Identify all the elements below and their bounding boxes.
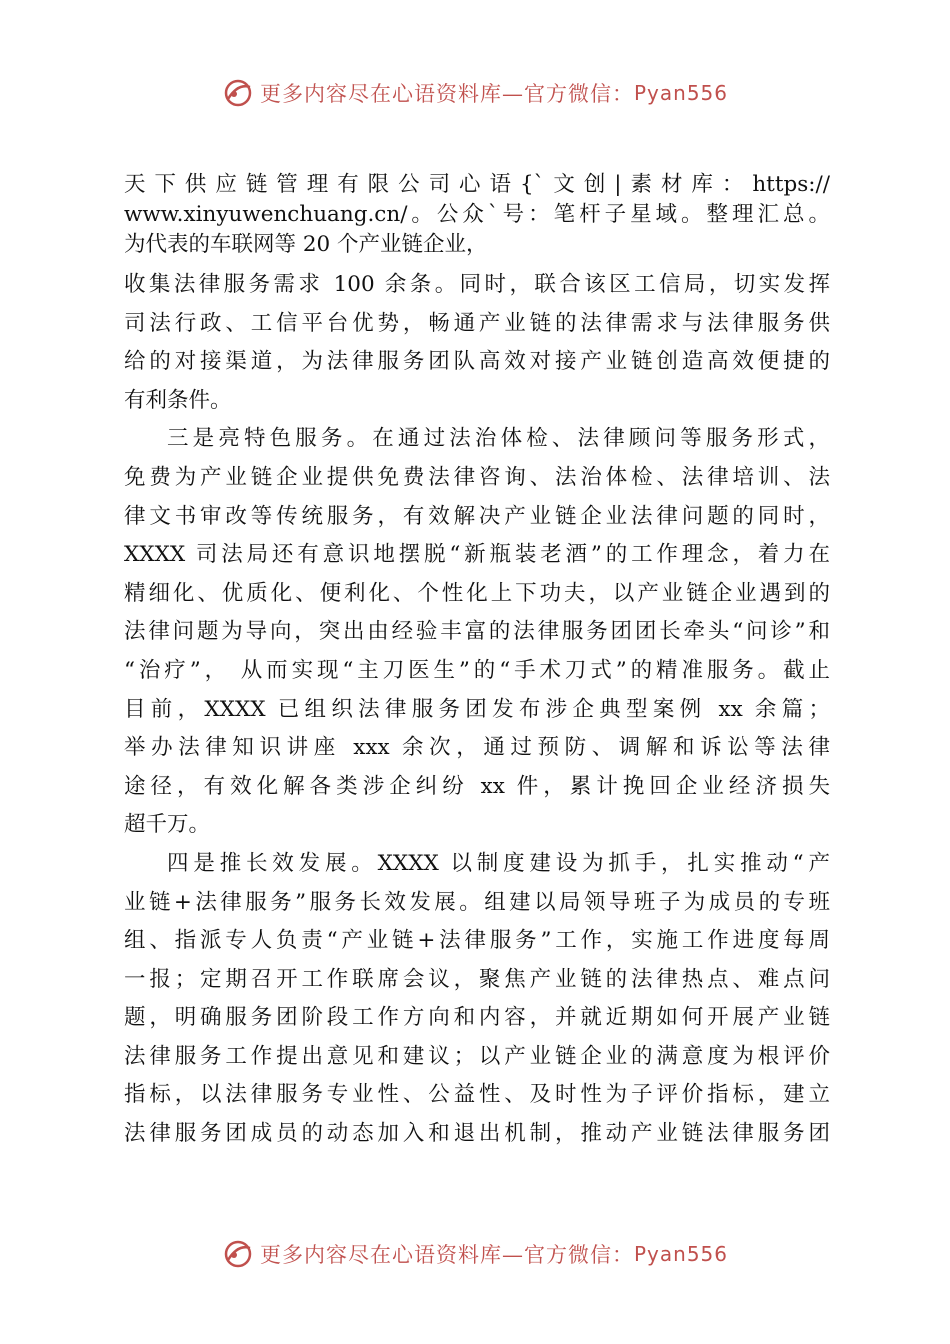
logo-icon [222,77,254,109]
body-line: 收集法律服务需求 100 余条。同时，联合该区工信局，切实发挥 [124,272,830,297]
body-line: 指标，以法律服务专业性、公益性、及时性为子评价指标，建立 [124,1082,830,1108]
body-line: 三是亮特色服务。在通过法治体检、法律顾问等服务形式， [167,426,830,452]
document-body [124,170,830,1154]
body-line: 一报；定期召开工作联席会议，聚焦产业链的法律热点、难点问 [124,966,830,992]
body-line: 有利条件。 [124,387,232,413]
body-line: 法律服务工作提出意见和建议；以产业链企业的满意度为根评价 [124,1043,830,1069]
body-line: 精细化、优质化、便利化、个性化上下功夫，以产业链企业遇到的 [124,580,830,606]
body-line: 目前，XXXX 已组织法律服务团发布涉企典型案例 xx 余篇； [124,696,830,722]
footer-wechat-id: Pyan556 [633,1242,728,1266]
body-line: XXXX 司法局还有意识地摆脱“新瓶装老酒”的工作理念，着力在 [124,542,830,568]
body-line: 法律问题为导向，突出由经验丰富的法律服务团团长牵头“问诊”和 [124,619,830,645]
body-line: 律文书审改等传统服务，有效解决产业链企业法律问题的同时， [124,503,830,529]
body-line: 为代表的车联网等 20 个产业链企业， [124,232,488,257]
body-line: 法律服务团成员的动态加入和退出机制，推动产业链法律服务团 [124,1121,830,1147]
body-line: 免费为产业链企业提供免费法律咨询、法治体检、法律培训、法 [124,464,830,490]
logo-icon [222,1238,254,1270]
header-banner [0,71,950,115]
body-line: 途径，有效化解各类涉企纠纷 xx 件，累计挽回企业经济损失 [124,773,830,799]
body-line: 业链+法律服务”服务长效发展。组建以局领导班子为成员的专班 [124,889,830,915]
footer-banner-text: 更多内容尽在心语资料库—官方微信： [259,1243,634,1267]
body-line: 四是推长效发展。XXXX 以制度建设为抓手，扎实推动“产 [167,850,830,876]
body-line: 超千万。 [124,812,211,838]
body-line: 天下供应链管理有限公司心语{`文创|素材库：https:// [124,172,830,197]
body-line: 给的对接渠道，为法律服务团队高效对接产业链创造高效便捷的 [124,349,830,375]
header-wechat-id: Pyan556 [633,81,728,105]
body-line: 题，明确服务团阶段工作方向和内容，并就近期如何开展产业链 [124,1005,830,1031]
body-line: 组、指派专人负责“产业链+法律服务”工作，实施工作进度每周 [124,928,830,954]
body-line: www.xinyuwenchuang.cn/。公众`号：笔杆子星域。整理汇总。 [124,202,830,227]
body-line: 举办法律知识讲座 xxx 余次，通过预防、调解和诉讼等法律 [124,735,830,761]
body-line: “治疗”， 从而实现“主刀医生”的“手术刀式”的精准服务。截止 [124,657,830,683]
body-line: 司法行政、工信平台优势，畅通产业链的法律需求与法律服务供 [124,310,830,336]
footer-banner [0,1232,950,1276]
header-banner-text: 更多内容尽在心语资料库—官方微信： [259,82,634,106]
